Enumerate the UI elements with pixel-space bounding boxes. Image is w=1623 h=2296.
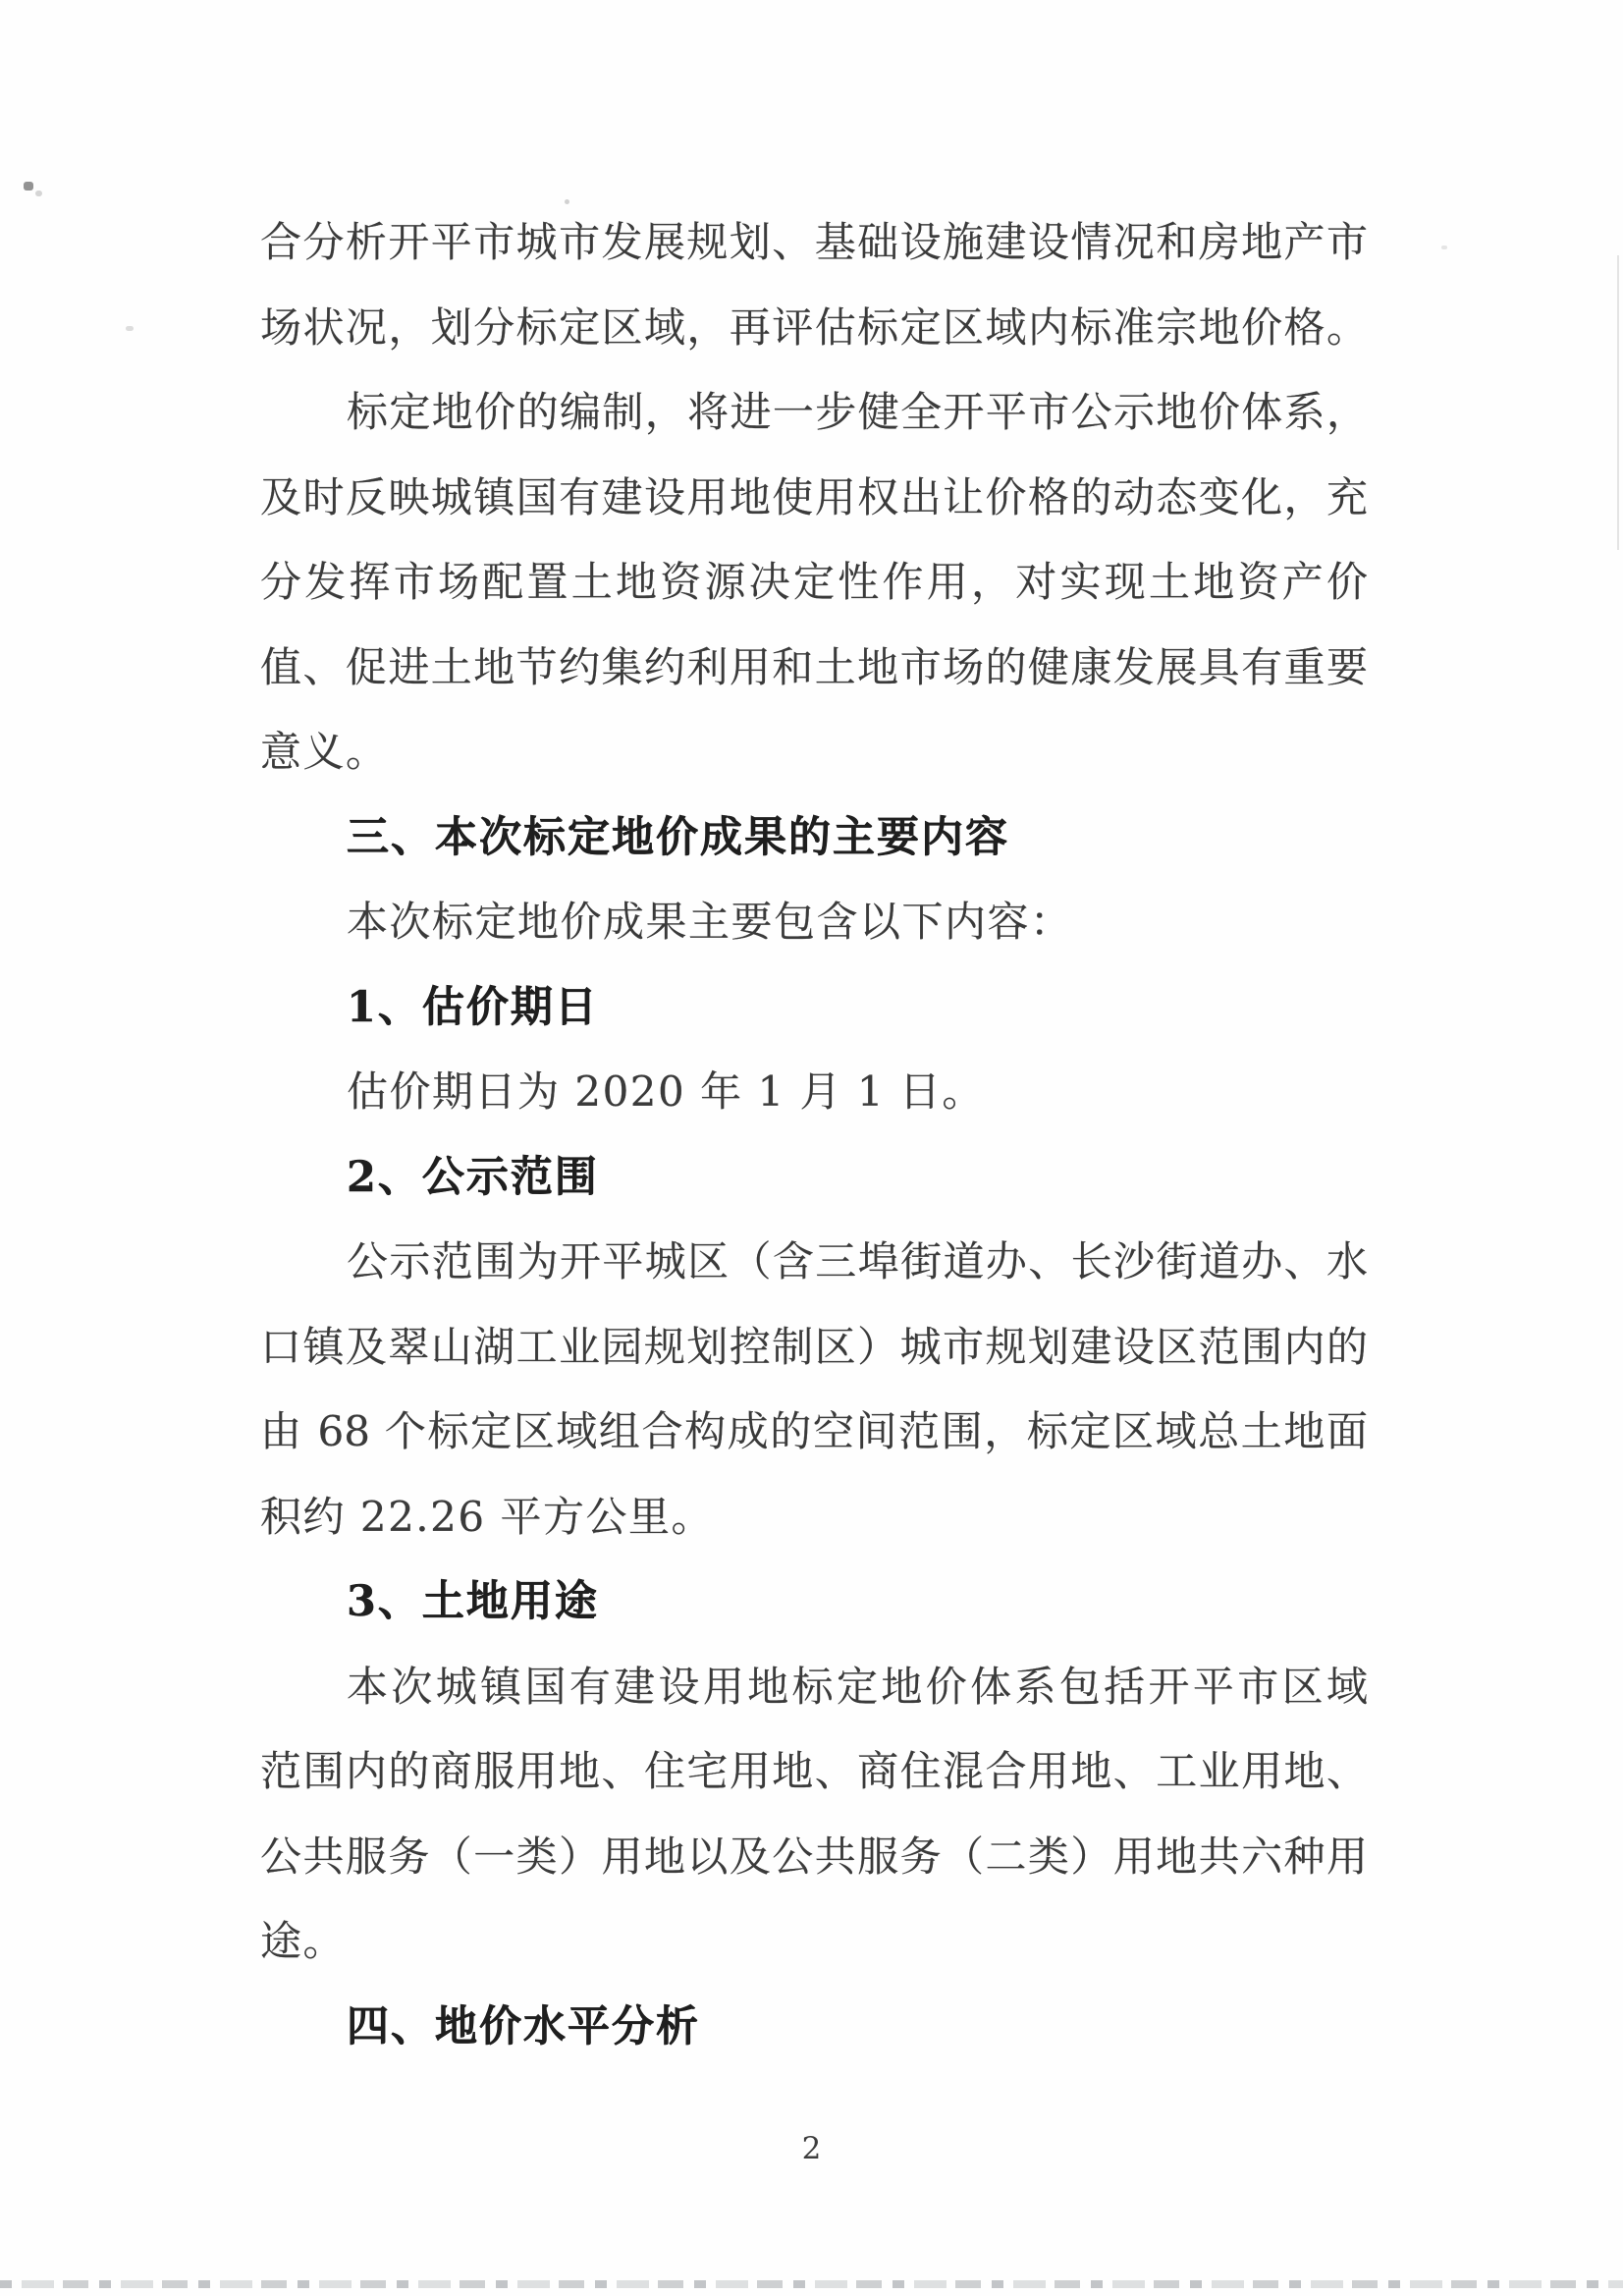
body-line: 本次城镇国有建设用地标定地价体系包括开平市区域 — [347, 1662, 1368, 1711]
body-line: 途。 — [260, 1917, 347, 1965]
scan-noise-band — [0, 2280, 1623, 2288]
body-line: 意义。 — [260, 728, 389, 776]
body-line: 本次标定地价成果主要包含以下内容： — [347, 898, 1073, 946]
body-line: 口镇及翠山湖工业园规划控制区）城市规划建设区范围内的 — [260, 1322, 1368, 1371]
body-line: 及时反映城镇国有建设用地使用权出让价格的动态变化，充 — [260, 472, 1368, 521]
body-line: 公示范围为开平城区（含三埠街道办、长沙街道办、水 — [347, 1237, 1368, 1285]
scan-edge-artifact — [1617, 255, 1619, 550]
subsection-heading-2: 2、公示范围 — [347, 1152, 599, 1202]
body-line: 标定地价的编制，将进一步健全开平市公示地价体系， — [347, 388, 1368, 436]
section-heading-4: 四、地价水平分析 — [347, 2001, 700, 2051]
body-line: 估价期日为 2020 年 1 月 1 日。 — [347, 1067, 985, 1116]
scan-speckle — [1441, 246, 1447, 249]
page-number: 2 — [801, 2131, 822, 2166]
scan-speckle — [24, 182, 33, 191]
body-line: 范围内的商服用地、住宅用地、商住混合用地、工业用地、 — [260, 1747, 1368, 1795]
scan-speckle — [565, 199, 569, 204]
body-line: 值、促进土地节约集约利用和土地市场的健康发展具有重要 — [260, 642, 1368, 691]
subsection-heading-1: 1、估价期日 — [347, 982, 599, 1032]
subsection-heading-3: 3、土地用途 — [347, 1577, 599, 1626]
scan-speckle — [126, 326, 134, 331]
body-line: 场状况，划分标定区域，再评估标定区域内标准宗地价格。 — [260, 302, 1368, 352]
body-line: 积约 22.26 平方公里。 — [260, 1492, 714, 1541]
body-line: 公共服务（一类）用地以及公共服务（二类）用地共六种用 — [260, 1831, 1368, 1881]
section-heading-3: 三、本次标定地价成果的主要内容 — [347, 812, 1009, 862]
scan-speckle — [35, 191, 42, 196]
body-line: 分发挥市场配置土地资源决定性作用，对实现土地资产价 — [260, 558, 1368, 606]
document-body — [260, 200, 1368, 2069]
body-line: 合分析开平市城市发展规划、基础设施建设情况和房地产市 — [260, 218, 1368, 266]
body-line: 由 68 个标定区域组合构成的空间范围，标定区域总土地面 — [260, 1407, 1368, 1455]
